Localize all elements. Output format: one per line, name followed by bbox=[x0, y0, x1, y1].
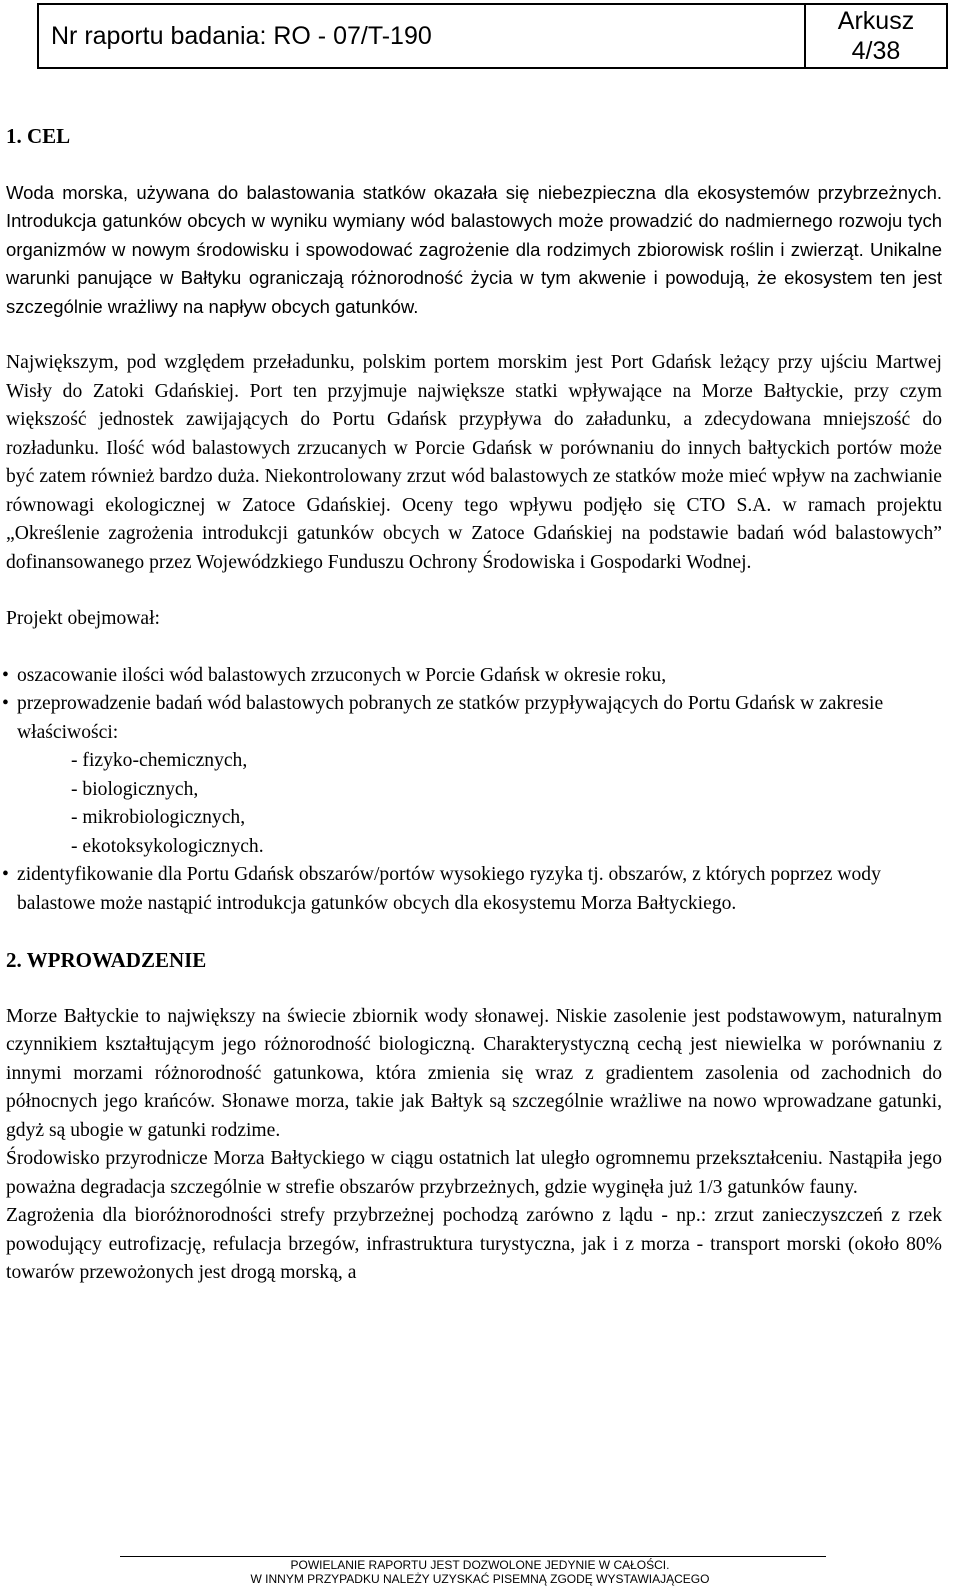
section-2-paragraph-3: Zagrożenia dla bioróżnorodności strefy przybrzeżnej pochodzą zarówno z lądu - np.: zrzut zanieczyszczeń z rzek powodujący eutrofizację, refulacja brzegów, infrastruktura turystyczna, jak i z morza - transport morski (około 80% towarów przewożonych jest drogą morską, a bbox=[6, 1205, 942, 1283]
sheet-box bbox=[806, 5, 946, 67]
section-1-paragraph-2: Największym, pod względem przeładunku, polskim portem morskim jest Port Gdańsk leżący przy ujściu Martwej Wisły do Zatoki Gdańskiej. Port ten przyjmuje największe statki wpływające na Morze Bałtyckie, przy czym większość jednostek zawijających do Portu Gdańsk przypływa do załadunku, a zdecydowana mniejszość do rozładunku. Ilość wód balastowych zrzucanych w Porcie Gdańsk w porównaniu do innych bałtyckich portów może być zatem również bardzo duża. Niekontrolowany zrzut wód balastowych ze statków może mieć wpływ na zachwianie równowagi ekologicznej w Zatoce Gdańskiej. Oceny tego wpływu podjęło się CTO S.A. w ramach projektu „Określenie zagrożenia introdukcji gatunków obcych w Zatoce Gdańskiej na podstawie badań wód balastowych” dofinansowanego przez Wojewódzkiego Funduszu Ochrony Środowiska i Gospodarki Wodnej. bbox=[6, 352, 942, 573]
section-1-paragraph-1: Woda morska, używana do balastowania statków okazała się niebezpieczna dla ekosystemów przybrzeżnych. Introdukcja gatunków obcych w wyniku wymiany wód balastowych może prowadzić do nadmiernego rozwoju tych organizmów w nowym środowisku i spowodować zagrożenie dla rodzimych zbiorowisk roślin i zwierząt. Unikalne warunki panujące w Bałtyku ograniczają różnorodność życia w tym akwenie i powodują, że ekosystem ten jest szczególnie wrażliwy na napływ obcych gatunków. bbox=[6, 181, 942, 317]
footer-line-2: W INNYM PRZYPADKU NALEŻY UZYSKAĆ PISEMNĄ ZGODĘ WYSTAWIAJĄCEGO bbox=[250, 1572, 710, 1586]
footer-rule bbox=[120, 1556, 826, 1557]
section-2-title: 2. WPROWADZENIE bbox=[6, 948, 207, 972]
section-1-title: 1. CEL bbox=[6, 124, 71, 148]
sub-item: - biologicznych, bbox=[71, 778, 199, 800]
list-item: • oszacowanie ilości wód balastowych zrzuconych w Porcie Gdańsk w okresie roku, bbox=[6, 662, 942, 691]
section-2-paragraph-1: Morze Bałtyckie to największy na świecie zbiornik wody słonawej. Niskie zasolenie jest podstawowym, naturalnym czynnikiem kształtującym jego różnorodność biologiczną. Charakterystyczną cechą jest niewielka w porównaniu z innymi morzami różnorodność gatunkowa, która zmienia się wraz z gradientem zasolenia od zachodnich do północnych jego krańców. Słonawe morza, takie jak Bałtyk są szczególnie wrażliwe na nowo wprowadzane gatunki, gdyż są ubogie w gatunki rodzime. bbox=[6, 1005, 942, 1141]
project-scope-list bbox=[6, 662, 942, 919]
sub-item: - ekotoksykologicznych. bbox=[71, 835, 264, 857]
footer-line-1: POWIELANIE RAPORTU JEST DOZWOLONE JEDYNIE W CAŁOŚCI. bbox=[290, 1558, 670, 1572]
list-item: • zidentyfikowanie dla Portu Gdańsk obszarów/portów wysokiego ryzyka tj. obszarów, z których poprzez wody balastowe może nastąpić introdukcja gatunków obcych dla ekosystemu Morza Bałtyckiego. bbox=[6, 861, 942, 918]
sub-item: - fizyko-chemicznych, bbox=[71, 750, 248, 771]
section-2-paragraph-2: Środowisko przyrodnicze Morza Bałtyckiego w ciągu ostatnich lat uległo ogromnemu przekształceniu. Nastąpiła jego poważna degradacja szczególnie w strefie obszarów przybrzeżnych, gdzie wyginęła już 1/3 gatunków fauny. bbox=[6, 1148, 942, 1198]
sheet-number: 4/38 bbox=[851, 37, 901, 65]
document-body bbox=[6, 122, 942, 1288]
sheet-label: Arkusz bbox=[837, 7, 915, 35]
project-intro: Projekt obejmował: bbox=[6, 608, 161, 629]
report-number: Nr raportu badania: RO - 07/T-190 bbox=[39, 5, 806, 67]
list-item: • przeprowadzenie badań wód balastowych pobranych ze statków przypływających do Portu Gdańsk w zakresie właściwości: - fizyko-chemicznych, - biologicznych, - mikrobiologicznych, - ekotoksykologicznych. bbox=[6, 690, 942, 861]
sub-item: - mikrobiologicznych, bbox=[71, 807, 246, 828]
report-header bbox=[37, 3, 948, 69]
